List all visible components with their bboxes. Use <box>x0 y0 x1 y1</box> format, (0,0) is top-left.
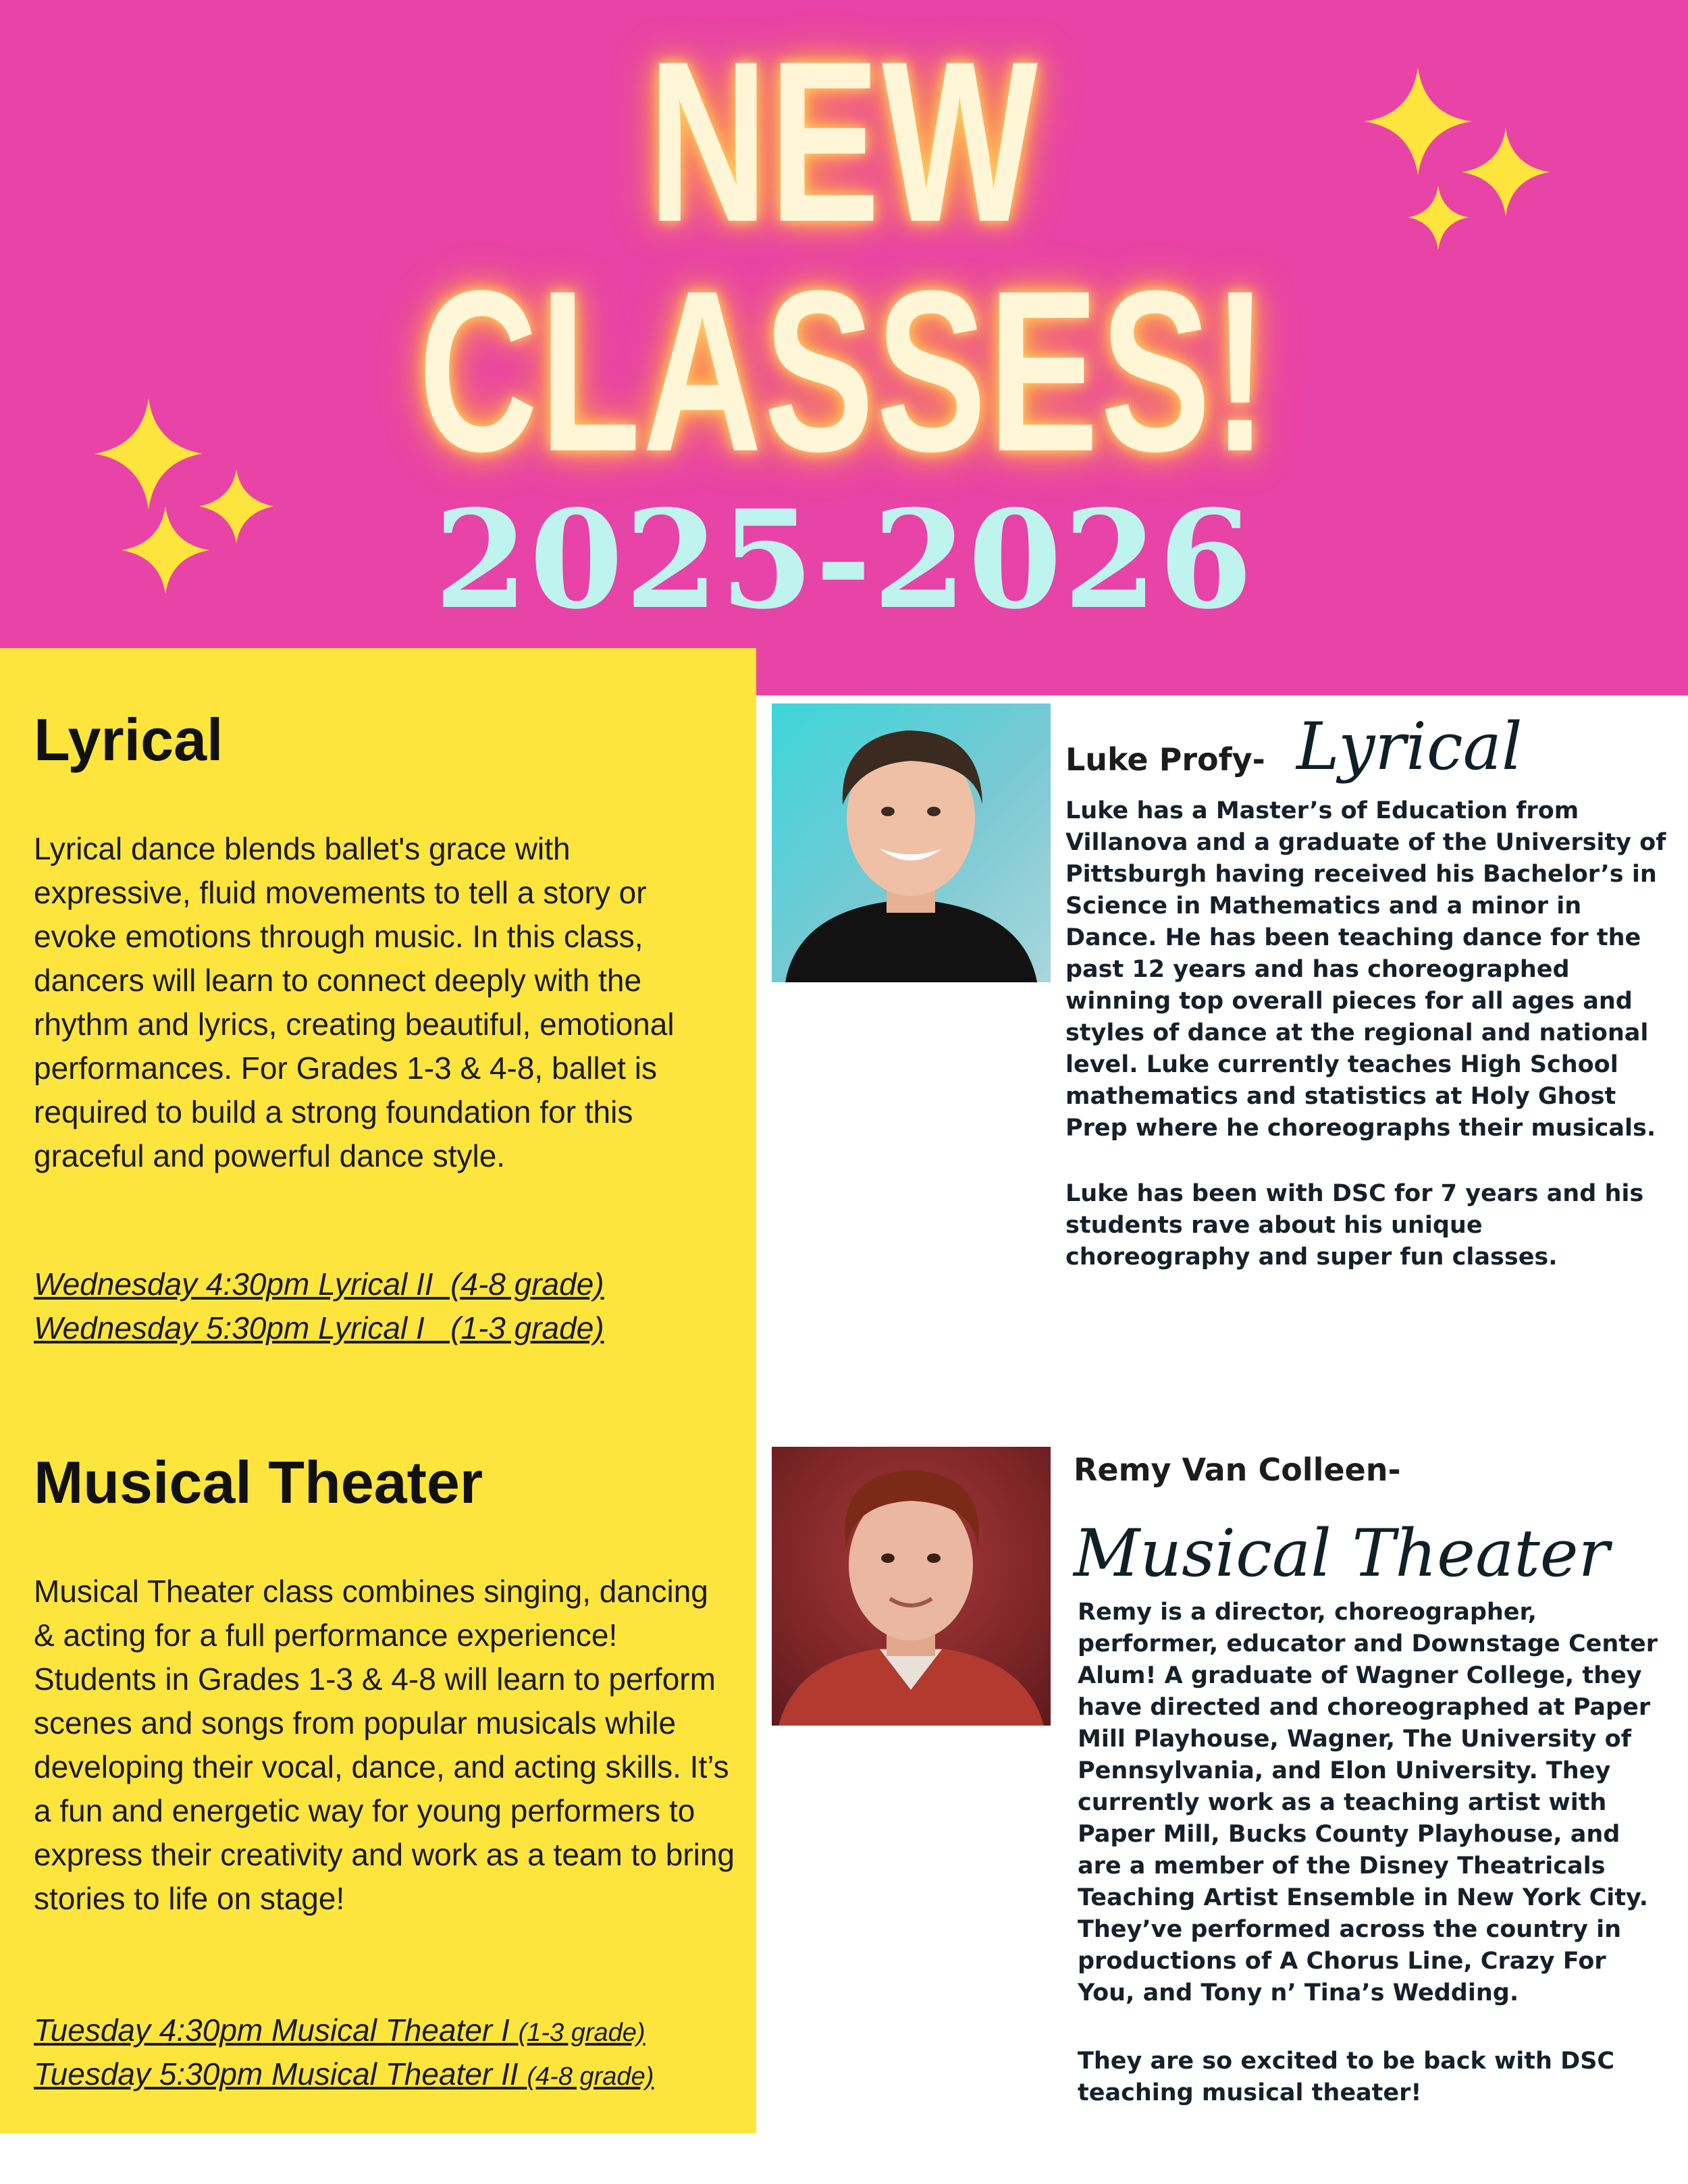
title-classes: CLASSES! <box>418 243 1270 500</box>
luke-class: Lyrical <box>1296 709 1523 784</box>
person-portrait-icon <box>772 1447 1051 1726</box>
title-new: NEW <box>648 14 1040 270</box>
musical-theater-title: Musical Theater <box>34 1449 483 1516</box>
remy-class: Musical Theater <box>1074 1516 1610 1591</box>
title-years: 2025-2026 <box>433 481 1255 639</box>
luke-photo <box>772 703 1051 982</box>
musical-theater-description: Musical Theater class combines singing, dancing & acting for a full performance experience! Students in Grades 1-3 & 4-8 will learn to perform scenes and songs from popular musicals while developing their vocal, dance, and acting skills. It’s a fun and energetic way for young performers to express their creativity and work as a team to bring stories to life on stage! <box>34 1574 735 1916</box>
musical-theater-schedule-2 <box>34 2052 654 2099</box>
remy-bio-1: Remy is a director, choreographer, performer, educator and Downstage Center Alum! A graduate of Wagner College, they have directed and choreographed at Paper Mill Playhouse, Wagner, The University of Pennsylvania, and Elon University. They currently work as a teaching artist with Paper Mill, Bucks County Playhouse, and are a member of the Disney Theatricals Teaching Artist Ensemble in New York City. They’ve performed across the country in productions of A Chorus Line, Crazy For You, and Tony n’ Tina’s Wedding. <box>1078 1599 1658 2006</box>
remy-bio-2: They are so excited to be back with DSC teaching musical theater! <box>1078 2048 1615 2106</box>
luke-bio-1: Luke has a Master’s of Education from Villanova and a graduate of the University of Pittsburgh having received his Bachelor’s in Science in Mathematics and a minor in Dance. He has been teaching dance for the past 12 years and has choreographed winning top overall pieces for all ages and styles of dance at the regional and national level. Luke currently teaches High School mathematics and statistics at Holy Ghost Prep where he choreographs their musicals. <box>1065 797 1666 1142</box>
lyrical-title: Lyrical <box>34 706 223 773</box>
luke-bio-2: Luke has been with DSC for 7 years and his students rave about his unique choreography and super fun classes. <box>1065 1180 1644 1271</box>
musical-theater-schedule-1 <box>34 2008 645 2055</box>
schedule-2-main: Tuesday 5:30pm Musical Theater II <box>34 2056 527 2092</box>
remy-photo <box>772 1447 1051 1726</box>
person-portrait-icon <box>772 703 1051 982</box>
schedule-2-grade: (4-8 grade) <box>527 2062 654 2091</box>
schedule-1-main: Tuesday 4:30pm Musical Theater I <box>34 2013 519 2048</box>
lyrical-schedule-1: Wednesday 4:30pm Lyrical II (4-8 grade) <box>34 1267 604 1302</box>
lyrical-schedule-2: Wednesday 5:30pm Lyrical I (1-3 grade) <box>34 1310 604 1346</box>
sparkle-icon <box>95 398 284 594</box>
lyrical-description: Lyrical dance blends ballet's grace with expressive, fluid movements to tell a story or evoke emotions through music. In this class, dancers will learn to connect deeply with the rhythm and lyrics, creating beautiful, emotional performances. For Grades 1-3 & 4-8, ballet is required to build a strong foundation for this graceful and powerful dance style. <box>34 831 675 1173</box>
schedule-1-grade: (1-3 grade) <box>518 2019 645 2047</box>
luke-name: Luke Profy- <box>1065 741 1265 778</box>
sparkle-icon <box>1357 68 1560 257</box>
remy-name: Remy Van Colleen- <box>1074 1451 1401 1488</box>
